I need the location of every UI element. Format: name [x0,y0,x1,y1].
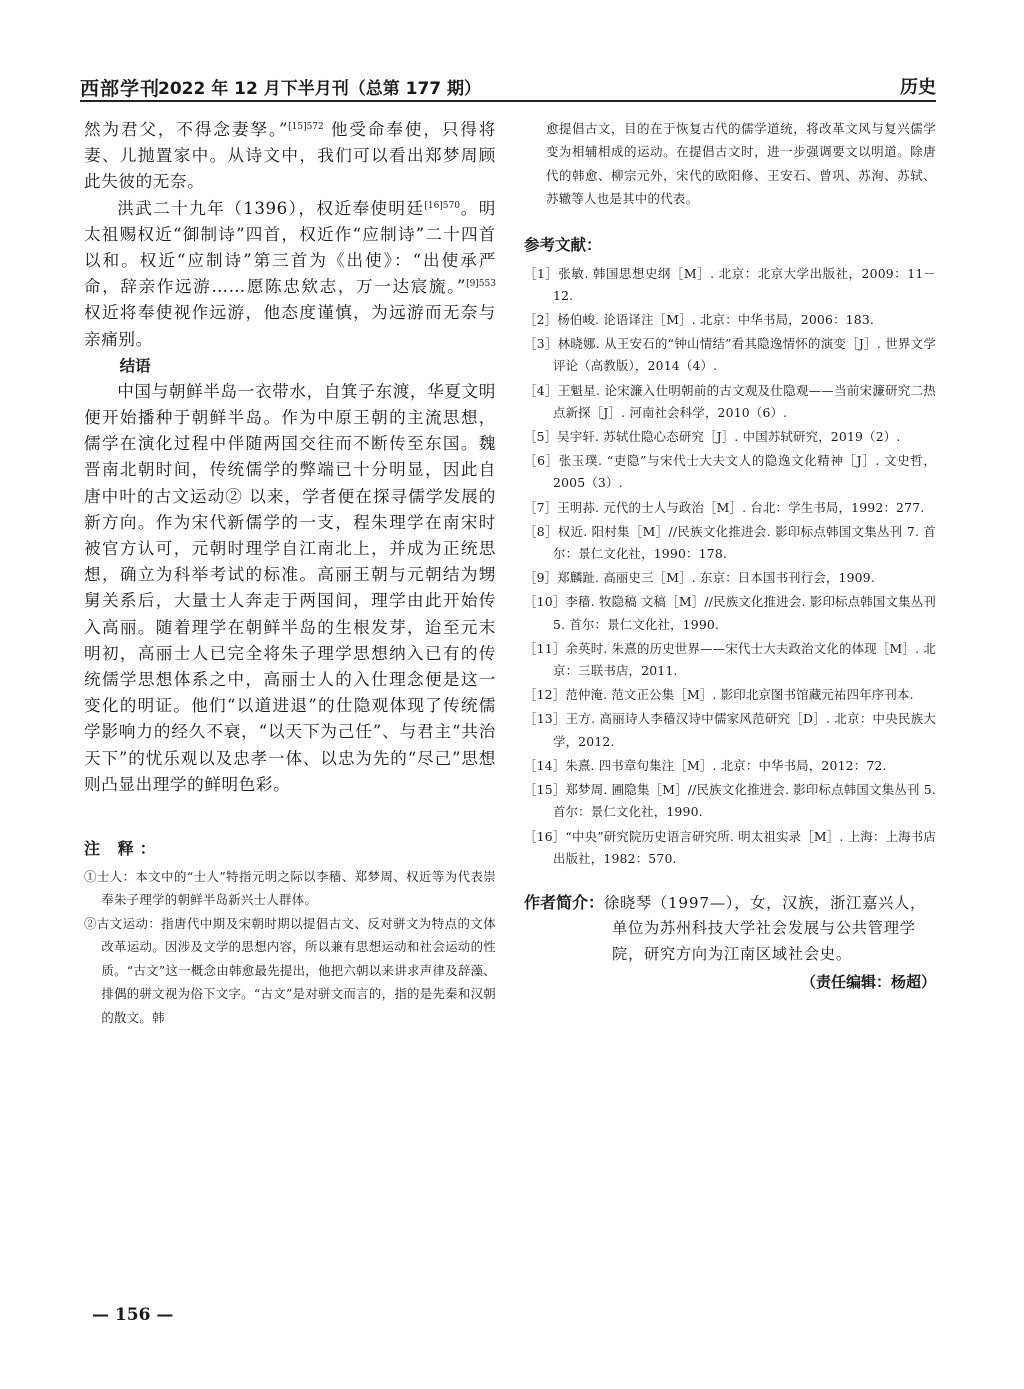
notes-heading: 注 释： [84,839,162,859]
page-header [80,70,936,104]
reference-item: ［16］“中央”研究院历史语言研究所. 明太祖实录［M］. 上海：上海书店出版社，1982：570. [524,828,936,866]
reference-list [524,263,936,870]
reference-item: ［14］朱熹. 四书章句集注［M］. 北京：中华书局，2012：72. [524,757,887,773]
left-column [84,117,496,1029]
reference-item: ［11］余英时. 朱熹的历史世界——宋代士大夫政治文化的体现［M］. 北京：三联书店，2011. [524,640,936,679]
references-heading: 参考文献： [524,235,602,254]
citation: [9]553 [466,279,496,290]
journal-logo: 西部学刊 [80,78,161,100]
reference-item: ［2］杨伯峻. 论语译注［M］. 北京：中华书局，2006：183. [524,312,875,328]
right-column [524,117,936,992]
reference-item: ［9］郑麟趾. 高丽史三［M］. 东京：日本国书刊行会，1909. [524,570,875,586]
page-number: — 156 — [92,1305,174,1325]
reference-item: ［6］张玉璞. “吏隐”与宋代士大夫文人的隐逸文化精神［J］. 文史哲，2005（3）. [524,453,936,491]
reference-item: ［15］郑梦周. 圃隐集［M］//民族文化推进会. 影印标点韩国文集丛刊 5. 首尔：景仁文化社，1990. [524,782,936,820]
reference-item: ［1］张敏. 韩国思想史纲［M］. 北京：北京大学出版社，2009：11－12. [524,265,936,303]
citation: [16]570 [424,200,460,211]
note-1: ①士人：本文中的“士人”特指元明之际以李穑、郑梦周、权近等为代表崇奉朱子理学的朝鲜半岛新兴士人群体。 [84,869,496,908]
reference-item: ［8］权近. 阳村集［M］//民族文化推进会. 影印标点韩国文集丛刊 7. 首尔：景仁文化社，1990：178. [524,523,936,562]
author-label: 作者简介： [524,892,605,912]
reference-item: ［13］王方. 高丽诗人李穑汉诗中儒家风范研究［D］. 北京：中央民族大学，2012. [524,711,936,749]
note-2-continued: 愈提倡古文，目的在于恢复古代的儒学道统，将改革文风与复兴儒学变为相辅相成的运动。在提倡古文时，进一步强调要文以明道。除唐代的韩愈、柳宗元外，宋代的欧阳修、王安石、曾巩、苏洵、苏轼、苏辙等人也是其中的代表。 [546,121,936,207]
paragraph-1: 然为君父，不得念妻孥。”$^{[15]572}$ 他受命奉使，只得将妻、儿抛置家中。从诗文中，我们可以看出郑梦周顾此失彼的无奈。 [84,120,496,192]
issue-info: 2022 年 12 月下半月刊（总第 177 期） [158,79,482,99]
editor-credit: （责任编辑：杨超） [800,973,936,992]
header-rule [80,100,936,102]
author-text: 徐晓琴（1997—），女，汉族，浙江嘉兴人，单位为苏州科技大学社会发展与公共管理学院，研究方向为江南区域社会史。 [604,893,927,963]
reference-item: ［3］林晓娜. 从王安石的“钟山情结”看其隐逸情怀的演变［J］. 世界文学评论（高教版），2014（4）. [524,336,936,374]
citation: [15]572 [288,122,324,132]
author-bio [524,890,936,993]
paragraph-2: 洪武二十九年（1396），权近奉使明廷$^{[16]570}$。明太祖赐权近“御制诗”四首，权近作“应制诗”二十四首以和。权近“应制诗”第三首为《出使》：“出使承严命，辞亲作远游……愿陈忠欸志，万一达宸旒。”$^{[9]553}$ 权近将奉使视作远游，他态度谨慎，为远游而无奈与亲痛别。 [84,198,496,349]
reference-item: ［5］吴宇轩. 苏轼仕隐心态研究［J］. 中国苏轼研究，2019（2）. [524,429,901,445]
reference-item: ［10］李穑. 牧隐稿 文稿［M］//民族文化推进会. 影印标点韩国文集丛刊 5. 首尔：景仁文化社，1990. [524,594,936,632]
paragraph-3: 中国与朝鲜半岛一衣带水，自箕子东渡，华夏文明便开始播种于朝鲜半岛。作为中原王朝的主流思想，儒学在演化过程中伴随两国交往而不断传至东国。魏晋南北朝时间，传统儒学的弊端已十分明显，因此自唐中叶的古文运动② 以来，学者便在探寻儒学发展的新方向。作为宋代新儒学的一支，程朱理学在南宋时被官方认可，元朝时理学自江南北上，并成为正统思想，确立为科举考试的标准。高丽王朝与元朝结为甥舅关系后，大量士人奔走于两国间，理学由此开始传入高丽。随着理学在朝鲜半岛的生根发芽，迨至元末明初，高丽士人已完全将朱子理学思想纳入已有的传统儒学思想体系之中，高丽士人的入仕理念便是这一变化的明证。他们“以道进退”的仕隐观体现了传统儒学影响力的经久不衰，“以天下为己任”、与君主“共治天下”的忧乐观以及忠孝一体、以忠为先的“尽己”思想则凸显出理学的鲜明色彩。 [84,381,496,794]
note-2: ②古文运动：指唐代中期及宋朝时期以提倡古文、反对骈文为特点的文体改革运动。因涉及文学的思想内容，所以兼有思想运动和社会运动的性质。“古文”这一概念由韩愈最先提出，他把六朝以来讲求声律及辞藻、排偶的骈文视为俗下文字。“古文”是对骈文而言的，指的是先秦和汉朝的散文。韩 [84,915,496,1025]
conclusion-heading: 结语 [119,356,151,375]
section-name: 历史 [900,77,936,98]
reference-item: ［12］范仲淹. 范文正公集［M］. 影印北京图书馆藏元祐四年序刊本. [524,687,914,703]
reference-item: ［7］王明荪. 元代的士人与政治［M］. 台北：学生书局，1992：277. [524,499,925,515]
reference-item: ［4］王魁星. 论宋濂入仕明朝前的古文观及仕隐观——当前宋濂研究二热点新探［J］. 河南社会科学，2010（6）. [524,382,936,420]
